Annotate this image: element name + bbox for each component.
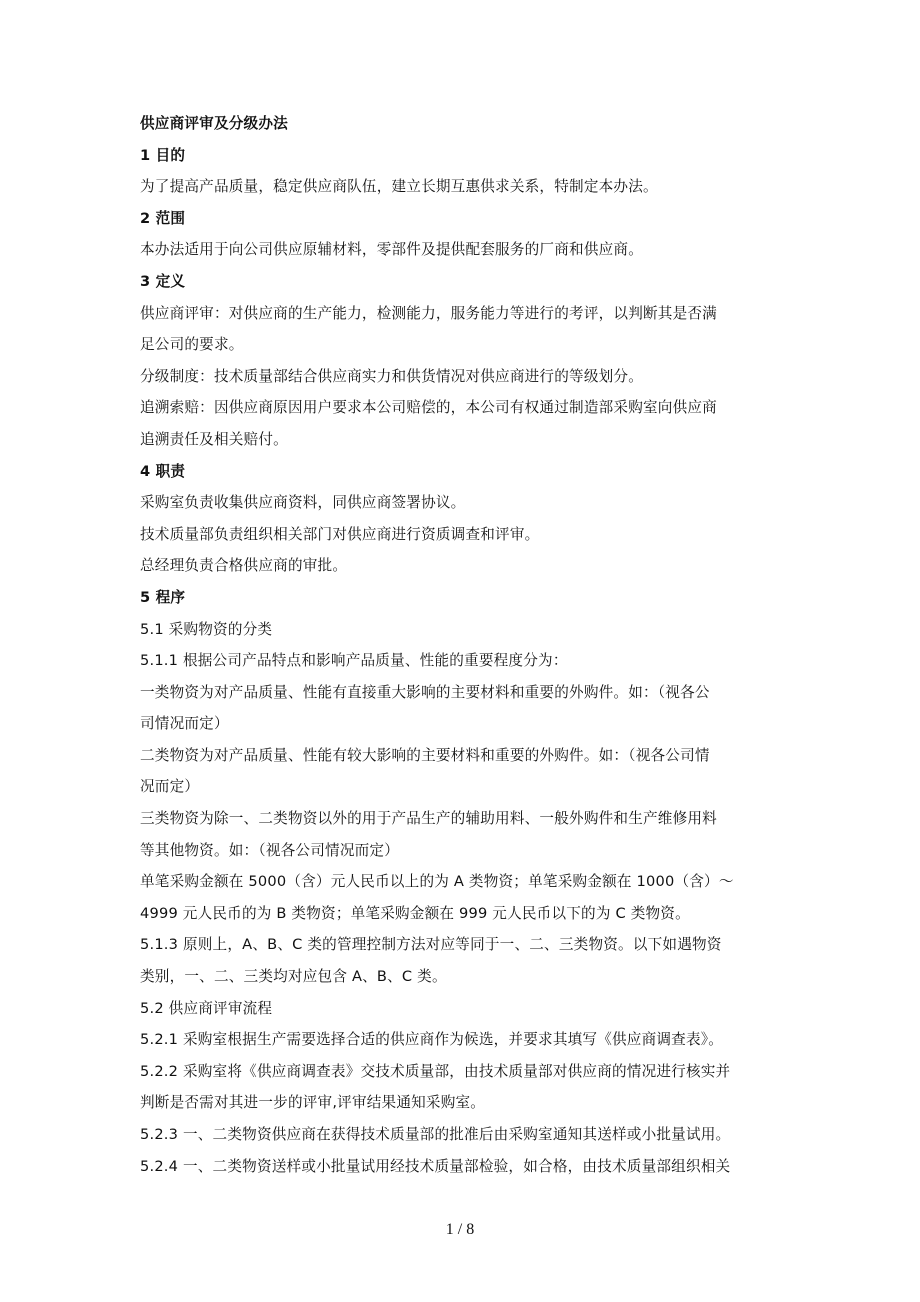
- text-line: 5.1.1 根据公司产品特点和影响产品质量、性能的重要程度分为：: [140, 652, 568, 670]
- text-line: 追溯索赔：因供应商原因用户要求本公司赔偿的，本公司有权通过制造部采购室向供应商: [140, 399, 717, 417]
- text-line: 足公司的要求。: [140, 336, 244, 354]
- text-line: 5.2.1 采购室根据生产需要选择合适的供应商作为候选，并要求其填写《供应商调查表》。: [140, 1031, 724, 1049]
- text-line: 5.1 采购物资的分类: [140, 620, 273, 638]
- text-line: 5.2.4 一、二类物资送样或小批量试用经技术质量部检验，如合格，由技术质量部组织相关: [140, 1157, 731, 1175]
- text-line: 等其他物资。如：（视各公司情况而定）: [140, 841, 399, 859]
- section-heading: 供应商评审及分级办法: [140, 115, 288, 132]
- page-number: 1 / 8: [445, 1221, 475, 1238]
- section-heading: 1 目的: [140, 146, 186, 164]
- section-heading: 5 程序: [140, 588, 186, 606]
- text-line: 二类物资为对产品质量、性能有较大影响的主要材料和重要的外购件。如：（视各公司情: [140, 746, 710, 764]
- document-body: [140, 108, 790, 1182]
- text-line: 5.2.2 采购室将《供应商调查表》交技术质量部，由技术质量部对供应商的情况进行核实并: [140, 1062, 731, 1080]
- section-heading: 2 范围: [140, 209, 186, 227]
- text-line: 总经理负责合格供应商的审批。: [140, 557, 348, 575]
- section-heading: 3 定义: [140, 272, 186, 290]
- text-line: 司情况而定）: [140, 715, 229, 733]
- text-line: 判断是否需对其进一步的评审,评审结果通知采购室。: [140, 1094, 486, 1112]
- text-line: 分级制度：技术质量部结合供应商实力和供货情况对供应商进行的等级划分。: [140, 367, 643, 385]
- text-line: 单笔采购金额在 5000（含）元人民币以上的为 A 类物资；单笔采购金额在 1000（含）～: [140, 873, 734, 891]
- text-line: 追溯责任及相关赔付。: [140, 430, 288, 448]
- section-heading: 4 职责: [140, 462, 186, 480]
- text-line: 技术质量部负责组织相关部门对供应商进行资质调查和评审。: [140, 525, 540, 543]
- text-line: 5.1.3 原则上，A、B、C 类的管理控制方法对应等同于一、二、三类物资。以下如遇物资: [140, 936, 722, 954]
- text-line: 为了提高产品质量，稳定供应商队伍，建立长期互惠供求关系，特制定本办法。: [140, 178, 658, 196]
- text-line: 供应商评审：对供应商的生产能力，检测能力，服务能力等进行的考评，以判断其是否满: [140, 304, 717, 322]
- text-line: 类别，一、二、三类均对应包含 A、B、C 类。: [140, 968, 447, 986]
- text-line: 5.2.3 一、二类物资供应商在获得技术质量部的批准后由采购室通知其送样或小批量试用。: [140, 1126, 731, 1143]
- text-line: 采购室负责收集供应商资料，同供应商签署协议。: [140, 494, 466, 512]
- text-line: 本办法适用于向公司供应原辅材料，零部件及提供配套服务的厂商和供应商。: [140, 241, 643, 259]
- text-line: 一类物资为对产品质量、性能有直接重大影响的主要材料和重要的外购件。如：（视各公: [140, 683, 710, 701]
- text-line: 况而定）: [140, 778, 200, 796]
- text-line: 5.2 供应商评审流程: [140, 999, 273, 1017]
- text-line: 4999 元人民币的为 B 类物资；单笔采购金额在 999 元人民币以下的为 C 类物资。: [140, 904, 690, 922]
- text-line: 三类物资为除一、二类物资以外的用于产品生产的辅助用料、一般外购件和生产维修用料: [140, 810, 717, 828]
